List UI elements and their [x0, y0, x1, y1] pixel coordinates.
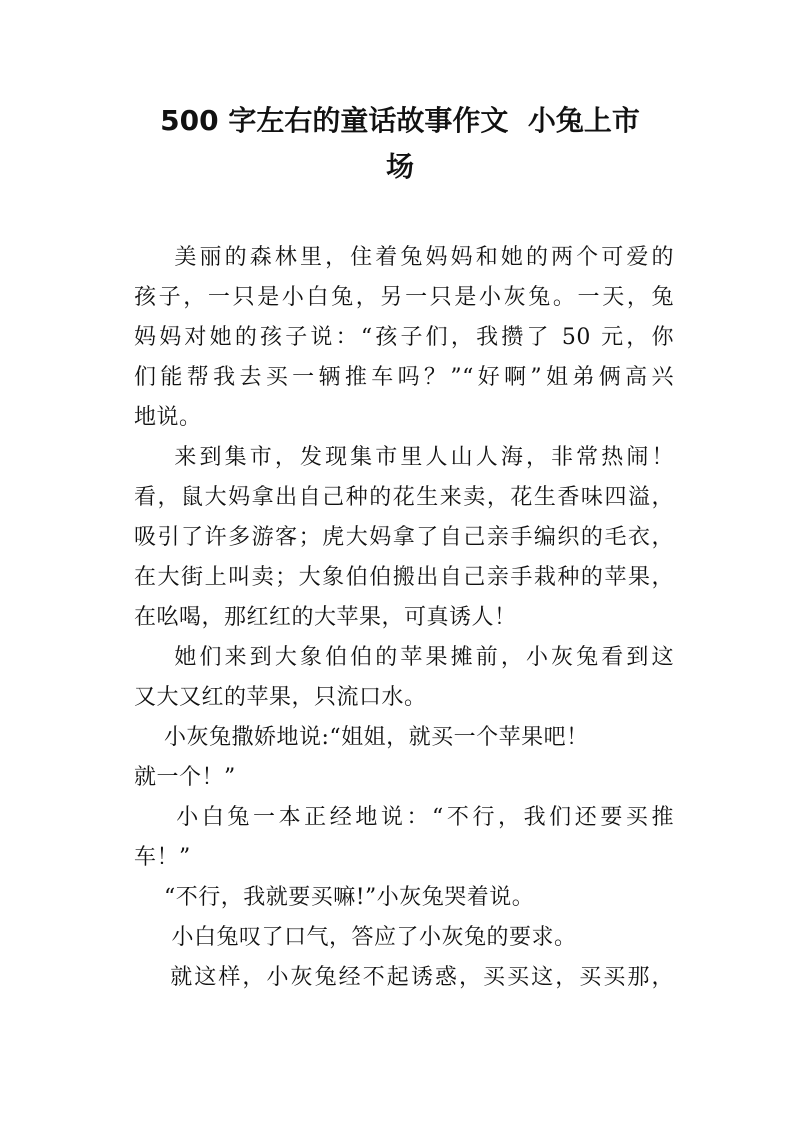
text-line: 她们来到大象伯伯的苹果摊前，小灰兔看到这: [134, 645, 674, 670]
title-line-2: 场: [385, 150, 414, 183]
text-line: 又大又红的苹果，只流口水。: [134, 685, 427, 710]
text-line: 小白兔叹了口气，答应了小灰兔的要求。: [134, 925, 577, 950]
text-line: 地说。: [134, 405, 202, 430]
title-line-1: 500 字左右的童话故事作文 小兔上市: [160, 104, 640, 137]
text-line: 车！”: [134, 845, 191, 870]
text-line: “不行，我就要买嘛!”小灰兔哭着说。: [134, 885, 535, 910]
text-line: 美丽的森林里，住着兔妈妈和她的两个可爱的: [134, 245, 674, 270]
text-line: 小灰兔撒娇地说:“姐姐，就买一个苹果吧！: [134, 725, 589, 750]
page-title: [100, 98, 700, 190]
text-line: 们能帮我去买一辆推车吗？”“好啊”姐弟俩高兴: [134, 365, 674, 390]
text-line: 妈妈对她的孩子说：“孩子们，我攒了 50 元，你: [134, 325, 674, 350]
text-line: 小白兔一本正经地说：“不行，我们还要买推: [134, 805, 674, 830]
text-line: 孩子，一只是小白兔，另一只是小灰兔。一天，兔: [134, 285, 674, 310]
text-line: 吸引了许多游客；虎大妈拿了自己亲手编织的毛衣，: [134, 525, 674, 550]
story-body: [134, 238, 674, 998]
text-line: 就一个！”: [134, 765, 236, 790]
text-line: 在大街上叫卖；大象伯伯搬出自己亲手栽种的苹果，: [134, 565, 674, 590]
text-line: 在吆喝，那红红的大苹果，可真诱人！: [134, 605, 517, 630]
text-line: 来到集市，发现集市里人山人海，非常热闹！: [134, 445, 674, 470]
text-line: 看，鼠大妈拿出自己种的花生来卖，花生香味四溢，: [134, 485, 674, 510]
text-line: 就这样，小灰兔经不起诱惑，买买这，买买那，: [134, 965, 674, 990]
